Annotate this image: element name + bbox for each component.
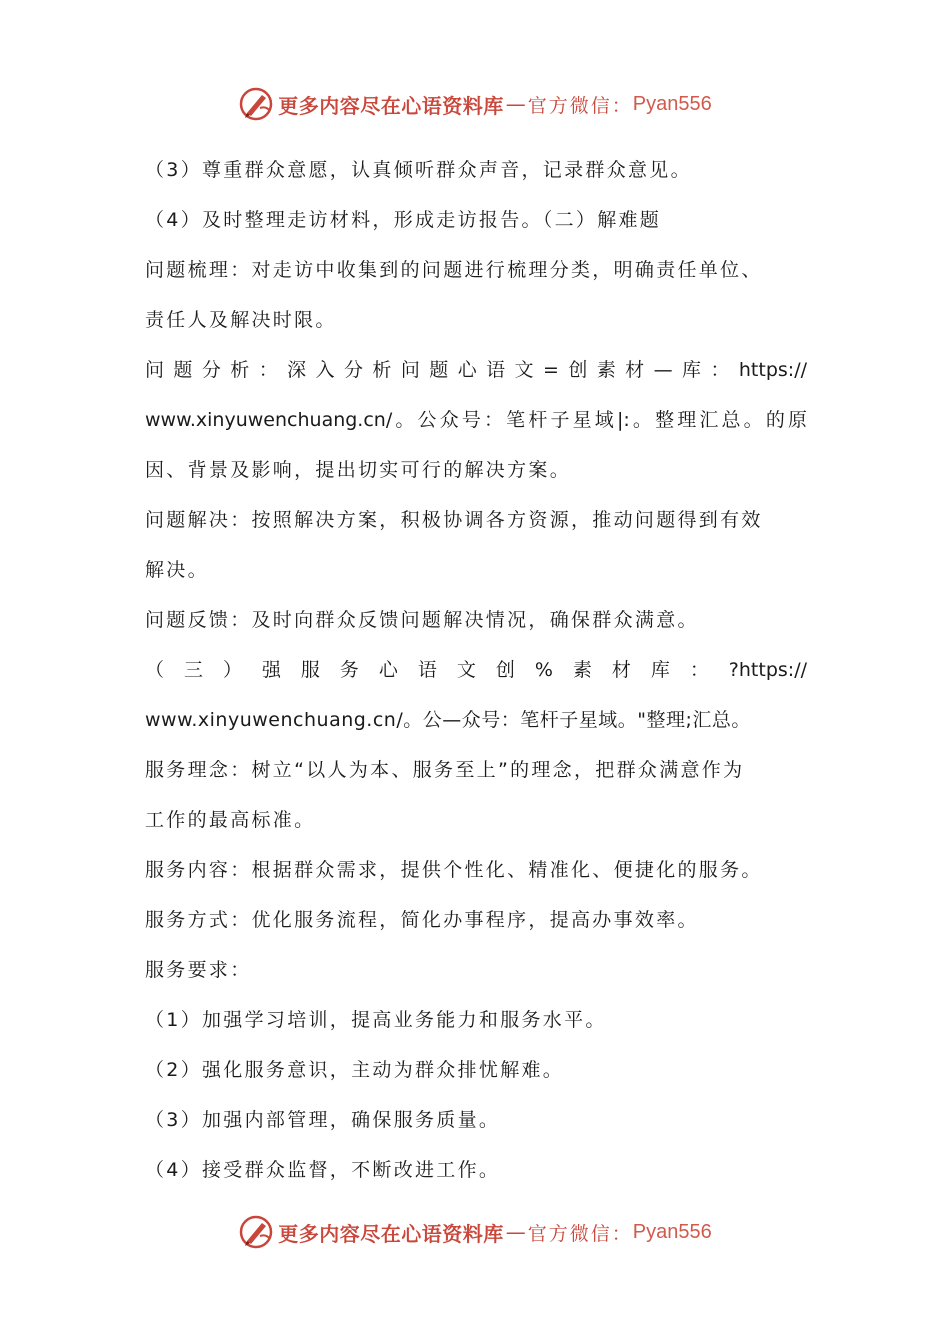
banner-wechat-id: Pyan556 <box>632 92 712 115</box>
text-line: 因、背景及影响，提出切实可行的解决方案。 <box>145 459 572 481</box>
text-line: 解决。 <box>145 559 209 581</box>
text-line: （4）接受群众监督，不断改进工作。 <box>145 1159 501 1181</box>
text-line: 问题反馈：及时向群众反馈问题解决情况，确保群众满意。 <box>145 609 699 631</box>
banner-wechat-id: Pyan556 <box>632 1220 712 1243</box>
text-line: 问题梳理：对走访中收集到的问题进行梳理分类，明确责任单位、 <box>145 259 763 281</box>
footer-banner <box>0 1212 950 1252</box>
banner-wechat-label: 官方微信： <box>527 1222 633 1245</box>
text-line: 服务要求： <box>145 959 252 981</box>
text-line: （1）加强学习培训，提高业务能力和服务水平。 <box>145 1009 607 1031</box>
text-line: （三）强服务心语文创%素材库：?https:// <box>145 659 807 681</box>
text-line: 责任人及解决时限。 <box>145 309 337 331</box>
text-line: 服务方式：优化服务流程，简化办事程序，提高办事效率。 <box>145 909 699 931</box>
text-line: 问题解决：按照解决方案，积极协调各方资源，推动问题得到有效 <box>145 509 763 531</box>
banner-dash: — <box>505 92 526 116</box>
text-line: （2）强化服务意识，主动为群众排忧解难。 <box>145 1059 565 1081</box>
text-line: （3）尊重群众意愿，认真倾听群众声音，记录群众意见。 <box>145 159 692 181</box>
pen-logo-icon <box>238 1214 274 1250</box>
text-line: （3）加强内部管理，确保服务质量。 <box>145 1109 501 1131</box>
banner-dash: — <box>505 1220 526 1244</box>
text-line: 服务内容：根据群众需求，提供个性化、精准化、便捷化的服务。 <box>145 859 763 881</box>
text-line: （4）及时整理走访材料，形成走访报告。（二）解难题 <box>145 209 662 231</box>
text-line: 工作的最高标准。 <box>145 809 316 831</box>
banner-wechat-label: 官方微信： <box>527 94 633 117</box>
text-line: www.xinyuwenchuang.cn/。公—众号：笔杆子星域。"整理;汇总。 <box>145 709 751 731</box>
banner-title: 更多内容尽在心语资料库 <box>278 93 504 118</box>
text-line: 服务理念：树立“以人为本、服务至上”的理念，把群众满意作为 <box>145 759 745 781</box>
text-line: www.xinyuwenchuang.cn/。公众号：笔杆子星域|:。整理汇总。的原 <box>145 409 807 431</box>
header-banner <box>0 84 950 124</box>
banner-title: 更多内容尽在心语资料库 <box>278 1221 504 1246</box>
text-line: 问题分析：深入分析问题心语文=创素材—库：https:// <box>145 359 807 381</box>
pen-logo-icon <box>238 86 274 122</box>
